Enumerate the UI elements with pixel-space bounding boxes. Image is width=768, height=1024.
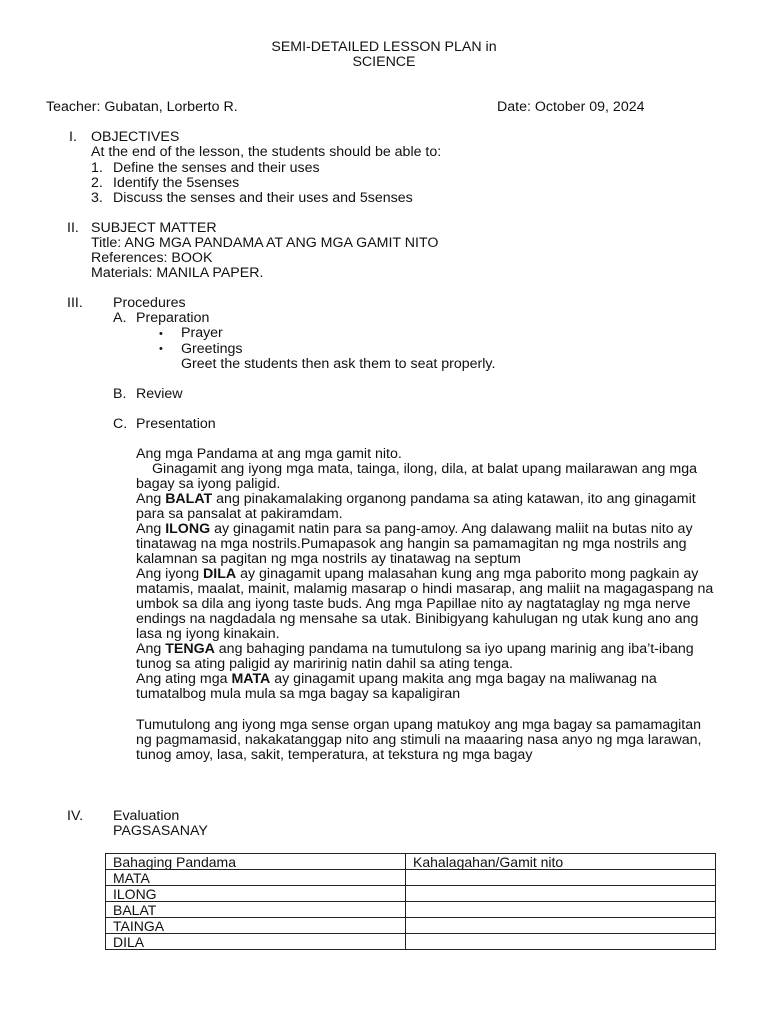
subject-matter-numeral: II.	[67, 220, 79, 236]
presentation-paragraph-dila: Ang iyong DILA ay ginagamit upang malasahan kung ang mga paborito mong pagkain ay matamis, maalat, mainit, malamig masarap o hindi masarap, ang maliit na magagaspang na umbok sa dila ang iyong taste buds. Ang mga Papillae nito ay nagtataglay ng mga nerve endings na nagdadala ng mensahe sa utak. Binibigyang kahulugan ng utak kung ano ang lasa ng iyong kinakain.	[136, 566, 714, 642]
objective-num: 3.	[91, 190, 103, 206]
objective-item: Identify the 5senses	[113, 175, 240, 191]
subject-references: References: BOOK	[91, 250, 213, 266]
table-cell-answer[interactable]	[406, 870, 716, 886]
table-header-row	[106, 854, 716, 870]
bullet-icon: •	[159, 343, 163, 355]
bullet-icon: •	[159, 328, 163, 340]
bullet-item-prayer: Prayer	[181, 325, 223, 341]
presentation-closing: Tumutulong ang iyong mga sense organ upang matukoy ang mga bagay sa pamamagitan ng pagmamasid, nakakatanggap nito ang stimuli na maaaring nasa anyo ng mga larawan, tunog amoy, lasa, sakit, temperatura, at tekstura ng mga bagay	[136, 717, 702, 763]
presentation-label: Presentation	[136, 416, 216, 432]
table-row	[106, 886, 716, 902]
evaluation-numeral: IV.	[67, 808, 84, 824]
presentation-body	[136, 447, 716, 702]
objective-item: Discuss the senses and their uses and 5senses	[113, 190, 413, 206]
greet-instruction: Greet the students then ask them to seat properly.	[181, 356, 496, 372]
review-letter: B.	[113, 386, 127, 402]
presentation-letter: C.	[113, 416, 128, 432]
presentation-paragraph-balat: Ang BALAT ang pinakamalaking organong pandama sa ating katawan, ito ang ginagamit para sa pansalat at pakiramdam.	[136, 491, 696, 522]
table-cell-answer[interactable]	[406, 918, 716, 934]
table-header-cell: Kahalagahan/Gamit nito	[406, 854, 716, 870]
table-cell-sense: BALAT	[106, 902, 406, 918]
table-cell-sense: ILONG	[106, 886, 406, 902]
procedures-heading: Procedures	[113, 295, 186, 311]
review-label: Review	[136, 386, 183, 402]
teacher-name: Teacher: Gubatan, Lorberto R.	[46, 99, 238, 115]
lesson-date: Date: October 09, 2024	[497, 99, 645, 115]
table-header-cell: Bahaging Pandama	[106, 854, 406, 870]
table-cell-sense: MATA	[106, 870, 406, 886]
subject-matter-heading: SUBJECT MATTER	[91, 220, 217, 236]
objectives-intro: At the end of the lesson, the students should be able to:	[91, 144, 442, 160]
evaluation-table	[105, 853, 716, 950]
table-row	[106, 918, 716, 934]
objective-num: 2.	[91, 175, 103, 191]
procedures-numeral: III.	[67, 295, 83, 311]
doc-title-line1: SEMI-DETAILED LESSON PLAN in	[271, 39, 497, 55]
table-cell-sense: DILA	[106, 934, 406, 950]
table-cell-answer[interactable]	[406, 886, 716, 902]
subject-title: Title: ANG MGA PANDAMA AT ANG MGA GAMIT NITO	[91, 235, 439, 251]
presentation-paragraph-senses: Ginagamit ang iyong mga mata, tainga, ilong, dila, at balat upang mailarawan ang mga bagay sa iyong paligid.	[136, 461, 697, 492]
subject-materials: Materials: MANILA PAPER.	[91, 265, 264, 281]
objectives-numeral: I.	[69, 129, 77, 145]
table-cell-sense: TAINGA	[106, 918, 406, 934]
table-row	[106, 902, 716, 918]
preparation-label: Preparation	[136, 310, 210, 326]
evaluation-subheading: PAGSASANAY	[113, 823, 208, 839]
presentation-paragraph-ilong: Ang ILONG ay ginagamit natin para sa pang-amoy. Ang dalawang maliit na butas nito ay tinatawag na mga nostrils.Pumapasok ang hangin sa pamamagitan ng mga nostrils ang kalamnan sa pagitan ng mga nostrils ay tinatawag na septum	[136, 521, 693, 567]
preparation-letter: A.	[113, 310, 127, 326]
presentation-paragraph-mata: Ang ating mga MATA ay ginagamit upang makita ang mga bagay na maliwanag na tumatalbog mula mula sa mga bagay sa kapaligiran	[136, 671, 657, 702]
doc-title-line2: SCIENCE	[352, 54, 416, 70]
table-row	[106, 934, 716, 950]
bullet-item-greetings: Greetings	[181, 341, 243, 357]
table-row	[106, 870, 716, 886]
presentation-intro: Ang mga Pandama at ang mga gamit nito.	[136, 446, 402, 462]
presentation-paragraph-tenga: Ang TENGA ang bahaging pandama na tumutulong sa iyo upang marinig ang iba’t-ibang tunog sa ating paligid ay maririnig natin dahil sa ating tenga.	[136, 641, 694, 672]
objectives-heading: OBJECTIVES	[91, 129, 180, 145]
evaluation-heading: Evaluation	[113, 808, 180, 824]
table-cell-answer[interactable]	[406, 902, 716, 918]
objective-num: 1.	[91, 160, 103, 176]
table-cell-answer[interactable]	[406, 934, 716, 950]
objective-item: Define the senses and their uses	[113, 160, 320, 176]
